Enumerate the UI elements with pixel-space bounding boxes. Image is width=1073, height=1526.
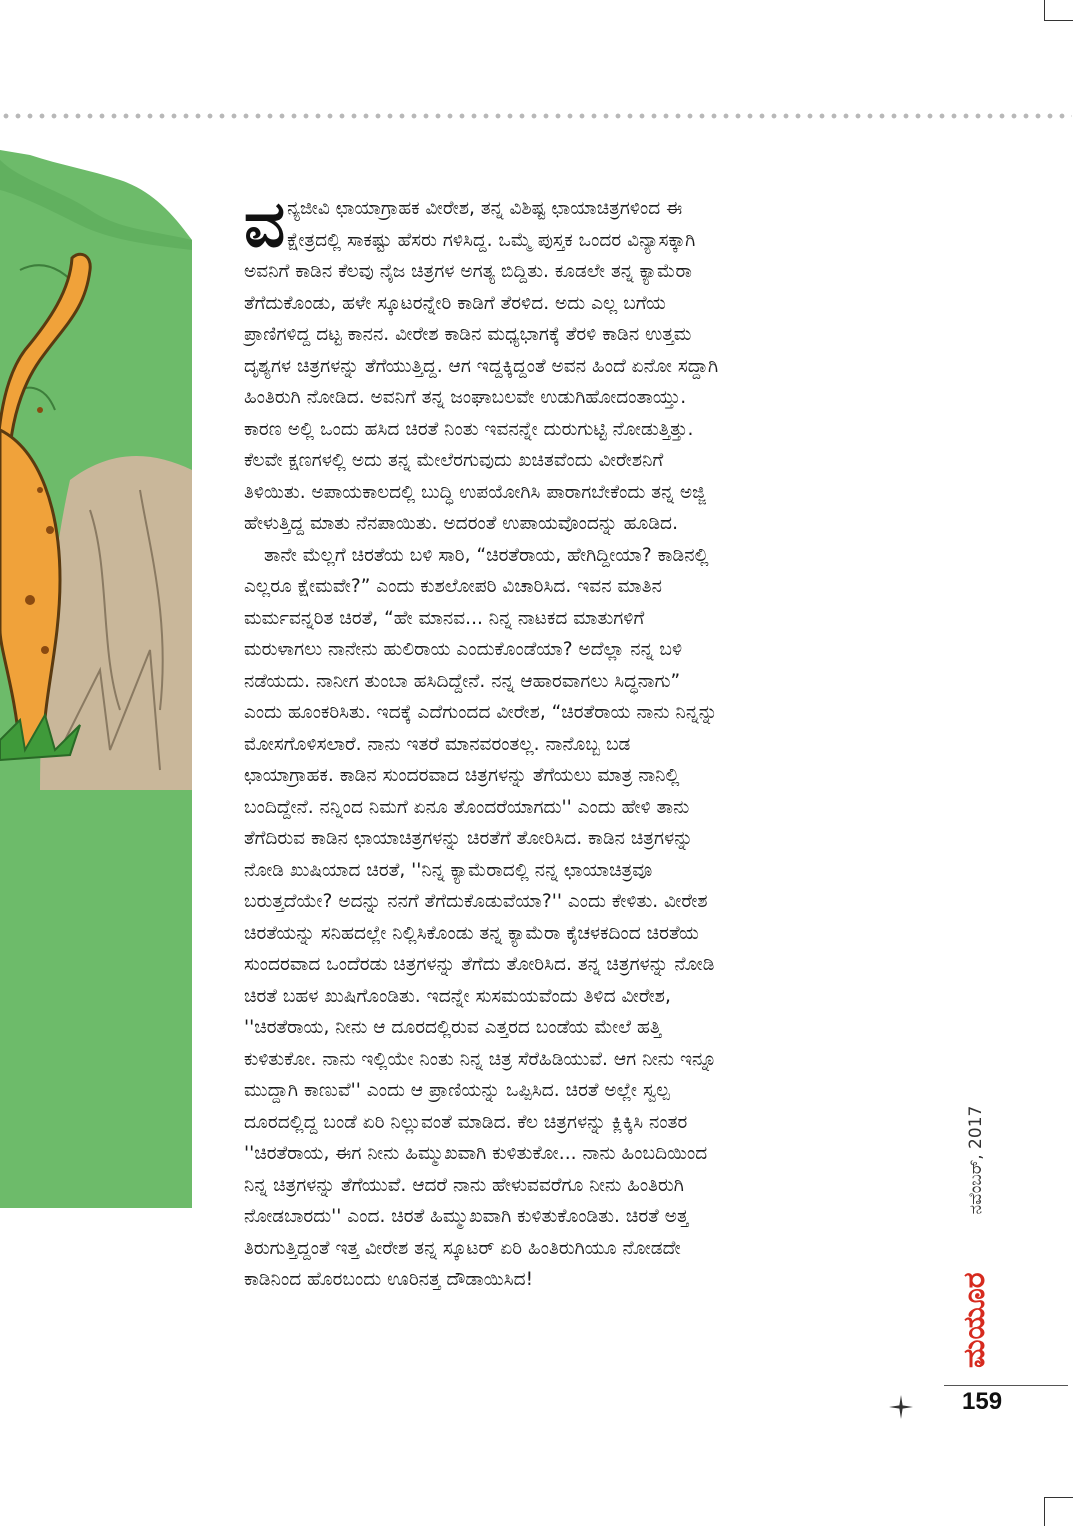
article-line: ಎಂದು ಹೂಂಕರಿಸಿತು. ಇದಕ್ಕೆ ಎದೆಗುಂದದ ವೀರೇಶ, “ಚಿರತೆರಾಯ ನಾನು ನಿನ್ನನ್ನು bbox=[244, 702, 718, 723]
article-line: ಚಿರತೆಯನ್ನು ಸನಿಹದಲ್ಲೇ ನಿಲ್ಲಿಸಿಕೊಂಡು ತನ್ನ ಕ್ಯಾಮೆರಾ ಕೈಚಳಕದಿಂದ ಚಿರತೆಯ bbox=[244, 922, 699, 944]
article-line: ನ್ಯಜೀವಿ ಛಾಯಾಗ್ರಾಹಕ ವೀರೇಶ, ತನ್ನ ವಿಶಿಷ್ಟ ಛಾಯಾಚಿತ್ರಗಳಿಂದ ಈ bbox=[287, 198, 683, 219]
issue-date-container bbox=[948, 1100, 1004, 1220]
article-line: ನೋಡಬಾರದು'' ಎಂದ. ಚಿರತೆ ಹಿಮ್ಮುಖವಾಗಿ ಕುಳಿತುಕೊಂಡಿತು. ಚಿರತೆ ಅತ್ತ bbox=[244, 1206, 689, 1227]
article-line: ತೆಗೆದಿರುವ ಕಾಡಿನ ಛಾಯಾಚಿತ್ರಗಳನ್ನು ಚಿರತೆಗೆ ತೋರಿಸಿದ. ಕಾಡಿನ ಚಿತ್ರಗಳನ್ನು bbox=[244, 828, 693, 849]
article-line: ಬಂದಿದ್ದೇನೆ. ನನ್ನಿಂದ ನಿಮಗೆ ಏನೂ ತೊಂದರೆಯಾಗದು'' ಎಂದು ಹೇಳಿ ತಾನು bbox=[244, 796, 690, 818]
article-line: ''ಚಿರತೆರಾಯ, ಈಗ ನೀನು ಹಿಮ್ಮುಖವಾಗಿ ಕುಳಿತುಕೋ... ನಾನು ಹಿಂಬದಿಯಿಂದ bbox=[244, 1143, 708, 1164]
article-line: ಬರುತ್ತದೆಯೇ? ಅದನ್ನು ನನಗೆ ತೆಗೆದುಕೊಡುವೆಯಾ?'' ಎಂದು ಕೇಳಿತು. ವೀರೇಶ bbox=[244, 891, 708, 912]
article-line: ನಿನ್ನ ಚಿತ್ರಗಳನ್ನು ತೆಗೆಯುವೆ. ಆದರೆ ನಾನು ಹೇಳುವವರೆಗೂ ನೀನು ಹಿಂತಿರುಗಿ bbox=[244, 1174, 684, 1196]
star-ornament-icon bbox=[888, 1394, 914, 1420]
article-line: ತಿಳಿಯಿತು. ಅಪಾಯಕಾಲದಲ್ಲಿ ಬುದ್ಧಿ ಉಪಯೋಗಿಸಿ ಪಾರಾಗಬೇಕೆಂದು ತನ್ನ ಅಜ್ಜಿ bbox=[244, 481, 706, 503]
magazine-logo bbox=[957, 1240, 992, 1370]
issue-date: ನವೆಂಬರ್, 2017 bbox=[966, 1105, 986, 1215]
article-line: ಕಾಡಿನಿಂದ ಹೊರಬಂದು ಊರಿನತ್ತ ದೌಡಾಯಿಸಿದ! bbox=[244, 1269, 534, 1290]
article-line: ಮುದ್ದಾಗಿ ಕಾಣುವೆ'' ಎಂದು ಆ ಪ್ರಾಣಿಯನ್ನು ಒಪ್ಪಿಸಿದ. ಚಿರತೆ ಅಲ್ಲೇ ಸ್ವಲ್ಪ bbox=[244, 1080, 670, 1101]
article-line: ಕ್ಷೇತ್ರದಲ್ಲಿ ಸಾಕಷ್ಟು ಹೆಸರು ಗಳಿಸಿದ್ದ. ಒಮ್ಮೆ ಪುಸ್ತಕ ಒಂದರ ವಿನ್ಯಾಸಕ್ಕಾಗಿ bbox=[287, 229, 696, 251]
article-line: ''ಚಿರತೆರಾಯ, ನೀನು ಆ ದೂರದಲ್ಲಿರುವ ಎತ್ತರದ ಬಂಡೆಯ ಮೇಲೆ ಹತ್ತಿ bbox=[244, 1017, 662, 1038]
article-line: ಅವನಿಗೆ ಕಾಡಿನ ಕೆಲವು ನೈಜ ಚಿತ್ರಗಳ ಅಗತ್ಯ ಬಿದ್ದಿತು. ಕೂಡಲೇ ತನ್ನ ಕ್ಯಾಮೆರಾ bbox=[244, 261, 692, 282]
article-line: ಮರ್ಮವನ್ನರಿತ ಚಿರತೆ, “ಹೇ ಮಾನವ... ನಿನ್ನ ನಾಟಕದ ಮಾತುಗಳಿಗೆ bbox=[244, 607, 645, 629]
article-line: ಸುಂದರವಾದ ಒಂದೆರಡು ಚಿತ್ರಗಳನ್ನು ತೆಗೆದು ತೋರಿಸಿದ. ತನ್ನ ಚಿತ್ರಗಳನ್ನು ನೋಡಿ bbox=[244, 954, 715, 975]
article-line: ಕುಳಿತುಕೋ. ನಾನು ಇಲ್ಲಿಯೇ ನಿಂತು ನಿನ್ನ ಚಿತ್ರ ಸೆರೆಹಿಡಿಯುವೆ. ಆಗ ನೀನು ಇನ್ನೂ bbox=[244, 1048, 717, 1070]
article-line: ದೃಶ್ಯಗಳ ಚಿತ್ರಗಳನ್ನು ತೆಗೆಯುತ್ತಿದ್ದ. ಆಗ ಇದ್ದಕ್ಕಿದ್ದಂತೆ ಅವನ ಹಿಂದೆ ಏನೋ ಸದ್ದಾಗಿ bbox=[244, 355, 719, 377]
drop-cap: ವ bbox=[244, 187, 286, 262]
article-line: ಹಿಂತಿರುಗಿ ನೋಡಿದ. ಅವನಿಗೆ ತನ್ನ ಜಂಘಾಬಲವೇ ಉಡುಗಿಹೋದಂತಾಯ್ತು. bbox=[244, 387, 687, 408]
crop-mark-top-right bbox=[1044, 0, 1073, 21]
article-body bbox=[244, 187, 914, 1296]
article-line: ತಾನೇ ಮೆಲ್ಲಗೆ ಚಿರತೆಯ ಬಳಿ ಸಾರಿ, “ಚಿರತೆರಾಯ, ಹೇಗಿದ್ದೀಯಾ? ಕಾಡಿನಲ್ಲಿ bbox=[264, 544, 709, 566]
article-line: ನಡೆಯದು. ನಾನೀಗ ತುಂಬಾ ಹಸಿದಿದ್ದೇನೆ. ನನ್ನ ಆಹಾರವಾಗಲು ಸಿದ್ಧನಾಗು” bbox=[244, 670, 681, 692]
article-line: ನೋಡಿ ಖುಷಿಯಾದ ಚಿರತೆ, ''ನಿನ್ನ ಕ್ಯಾಮೆರಾದಲ್ಲಿ ನನ್ನ ಛಾಯಾಚಿತ್ರವೂ bbox=[244, 859, 653, 881]
article-line: ತೆಗೆದುಕೊಂಡು, ಹಳೇ ಸ್ಕೂಟರನ್ನೇರಿ ಕಾಡಿಗೆ ತೆರಳಿದ. ಅದು ಎಲ್ಲ ಬಗೆಯ bbox=[244, 292, 666, 314]
article-line: ತಿರುಗುತ್ತಿದ್ದಂತೆ ಇತ್ತ ವೀರೇಶ ತನ್ನ ಸ್ಕೂಟರ್ ಏರಿ ಹಿಂತಿರುಗಿಯೂ ನೋಡದೇ bbox=[244, 1237, 681, 1259]
article-line: ಹೇಳುತ್ತಿದ್ದ ಮಾತು ನೆನಪಾಯಿತು. ಅದರಂತೆ ಉಪಾಯವೊಂದನ್ನು ಹೂಡಿದ. bbox=[244, 513, 678, 534]
article-line: ದೂರದಲ್ಲಿದ್ದ ಬಂಡೆ ಏರಿ ನಿಲ್ಲುವಂತೆ ಮಾಡಿದ. ಕೆಲ ಚಿತ್ರಗಳನ್ನು ಕ್ಲಿಕ್ಕಿಸಿ ನಂತರ bbox=[244, 1111, 688, 1133]
footer-rule bbox=[944, 1385, 1068, 1386]
article-line: ಕಾರಣ ಅಲ್ಲಿ ಒಂದು ಹಸಿದ ಚಿರತೆ ನಿಂತು ಇವನನ್ನೇ ದುರುಗುಟ್ಟಿ ನೋಡುತ್ತಿತ್ತು. bbox=[244, 418, 694, 440]
article-line: ಮರುಳಾಗಲು ನಾನೇನು ಹುಲಿರಾಯ ಎಂದುಕೊಂಡೆಯಾ? ಅದೆಲ್ಲಾ ನನ್ನ ಬಳಿ bbox=[244, 639, 683, 660]
article-line: ಎಲ್ಲರೂ ಕ್ಷೇಮವೇ?” ಎಂದು ಕುಶಲೋಪರಿ ವಿಚಾರಿಸಿದ. ಇವನ ಮಾತಿನ bbox=[244, 576, 662, 597]
article-line: ಛಾಯಾಗ್ರಾಹಕ. ಕಾಡಿನ ಸುಂದರವಾದ ಚಿತ್ರಗಳನ್ನು ತೆಗೆಯಲು ಮಾತ್ರ ನಾನಿಲ್ಲಿ bbox=[244, 765, 680, 786]
page-number: 159 bbox=[962, 1388, 1003, 1415]
article-line: ಕೆಲವೇ ಕ್ಷಣಗಳಲ್ಲಿ ಅದು ತನ್ನ ಮೇಲೆರಗುವುದು ಖಚಿತವೆಂದು ವೀರೇಶನಿಗೆ bbox=[244, 450, 664, 471]
leopard-illustration bbox=[0, 150, 192, 1208]
article-line: ಚಿರತೆ ಬಹಳ ಖುಷಿಗೊಂಡಿತು. ಇದನ್ನೇ ಸುಸಮಯವೆಂದು ತಿಳಿದ ವೀರೇಶ, bbox=[244, 985, 671, 1007]
magazine-name: ಮಯೂರ bbox=[957, 1272, 992, 1368]
article-line: ಮೋಸಗೊಳಿಸಲಾರೆ. ನಾನು ಇತರೆ ಮಾನವರಂತಲ್ಲ. ನಾನೊಬ್ಬ ಬಡ bbox=[244, 733, 631, 755]
dotted-divider bbox=[0, 112, 1072, 120]
article-line: ಪ್ರಾಣಿಗಳಿದ್ದ ದಟ್ಟ ಕಾನನ. ವೀರೇಶ ಕಾಡಿನ ಮಧ್ಯಭಾಗಕ್ಕೆ ತೆರಳಿ ಕಾಡಿನ ಉತ್ತಮ bbox=[244, 324, 692, 345]
crop-mark-bottom-right bbox=[1044, 1497, 1073, 1526]
